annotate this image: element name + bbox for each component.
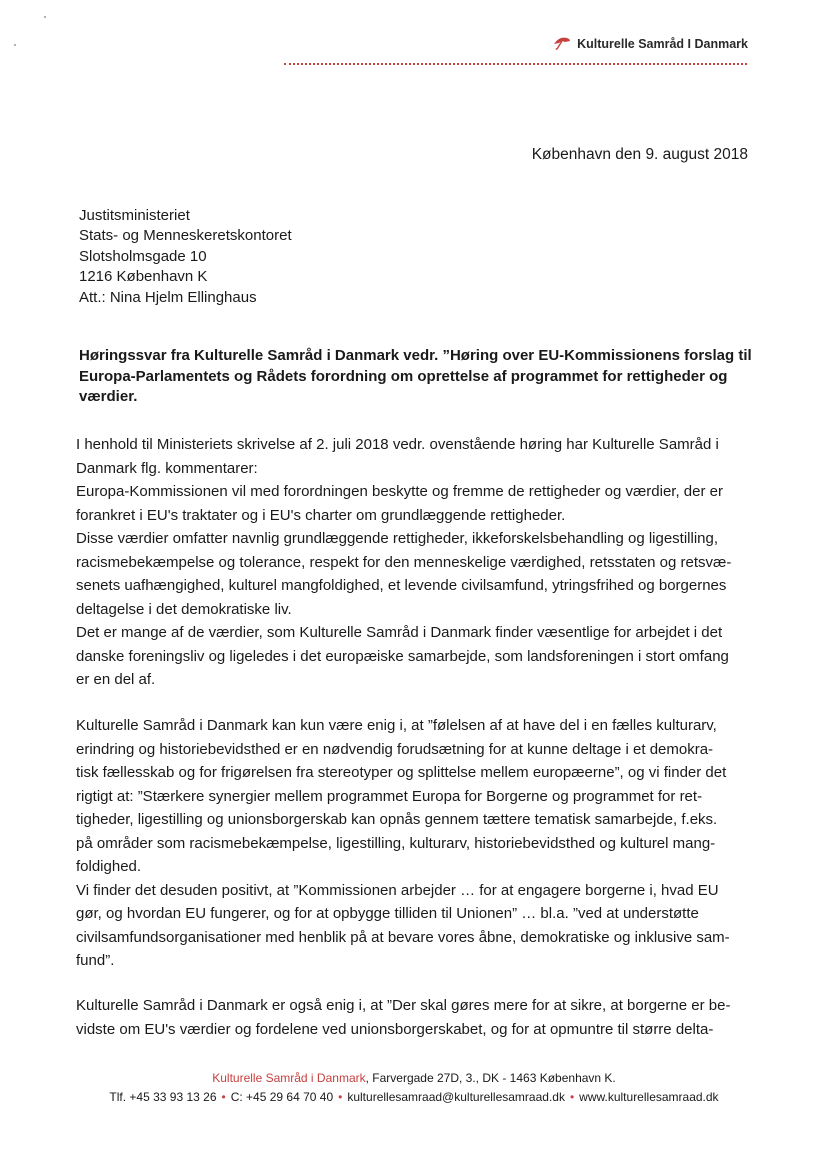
footer-address-line [0,1071,828,1085]
body-line: fund”. [76,952,115,969]
body-paragraph-3 [76,994,766,1041]
body-line: tisk fællesskab og for frigørelsen fra stereotyper og splittelse mellem europæerne”, og vi finder det [76,764,727,781]
subject-heading [79,346,759,408]
body-line: danske foreningsliv og ligeledes i det europæiske samarbejde, som landsforeningen i stort omfang [76,647,729,665]
footer-mobile: C: +45 29 64 70 40 [230,1090,334,1104]
footer-email[interactable]: kulturellesamraad@kulturellesamraad.dk [347,1090,565,1104]
subject-line: Høringssvar fra Kulturelle Samråd i Danmark vedr. ”Høring over EU-Kommissionens forslag til [79,347,752,364]
footer-address: , Farvergade 27D, 3., DK - 1463 København K. [365,1071,616,1085]
footer-org-name: Kulturelle Samråd i Danmark [212,1071,366,1085]
body-line: Europa-Kommissionen vil med forordningen beskytte og fremme de rettigheder og værdier, der er [76,483,723,500]
header-divider [284,63,747,65]
body-line: er en del af. [76,671,156,688]
body-line: I henhold til Ministeriets skrivelse af 2. juli 2018 vedr. ovenstående høring har Kulturelle Samråd i [76,436,719,453]
footer-contact-line [0,1090,828,1104]
footer-separator: • [338,1090,343,1104]
body-line: civilsamfundsorganisationer med henblik på at bevare vores åbne, demokratiske og inklusive sam- [76,928,730,946]
subject-line: værdier. [79,388,138,406]
body-line: Det er mange af de værdier, som Kulturelle Samråd i Danmark finder væsentlige for arbejdet i det [76,624,723,641]
footer-separator: • [569,1090,575,1104]
body-line: på områder som racismebekæmpelse, ligestilling, kulturarv, historiebevidsthed og kulturel mang- [76,834,716,852]
body-line: rigtigt at: ”Stærkere synergier mellem programmet Europa for Borgerne og programmet for ret- [76,787,703,805]
body-line: Vi finder det desuden positivt, at ”Kommissionen arbejder … for at engagere borgerne i, hvad EU [76,881,719,899]
body-line: forankret i EU's traktater og i EU's charter om grundlæggende rettigheder. [76,506,566,524]
body-line: erindring og historiebevidsthed er en nødvendig forudsætning for at kunne deltage i et demokra- [76,740,714,758]
logo-text: Kulturelle Samråd I Danmark [577,37,748,51]
body-line: racismebekæmpelse og tolerance, respekt for den menneskelige værdighed, retsstaten og retsvæ- [76,553,732,571]
body-line: vidste om EU's værdier og fordelene ved unionsborgerskabet, og for at opmuntre til større delta- [76,1020,714,1038]
address-line: Att.: Nina Hjelm Ellinghaus [79,288,257,306]
body-line: foldighed. [76,858,142,875]
scan-speck [44,16,46,18]
body-line: Kulturelle Samråd i Danmark er også enig i, at ”Der skal gøres mere for at sikre, at borgerne er be- [76,997,731,1014]
address-line: Justitsministeriet [79,207,190,224]
body-line: tigheder, ligestilling og unionsborgerskab kan opnås gennem tættere tematisk samarbejde, f.eks. [76,811,718,828]
body-paragraph-1 [76,433,766,692]
logo-umbrella-icon [553,36,571,50]
body-paragraph-2 [76,714,766,973]
body-line: Kulturelle Samråd i Danmark kan kun være enig i, at ”følelsen af at have del i en fælles kulturarv, [76,717,717,734]
footer-website[interactable]: www.kulturellesamraad.dk [579,1090,719,1104]
body-line: Disse værdier omfatter navnlig grundlæggende rettigheder, ikkeforskelsbehandling og ligestilling, [76,530,719,547]
body-line: senets uafhængighed, kulturel mangfoldighed, et levende civilsamfund, ytringsfrihed og borgernes [76,577,727,594]
letterhead-logo [0,36,748,51]
footer-separator: • [221,1090,226,1104]
body-line: gør, og hvordan EU fungerer, og for at opbygge tilliden til Unionen” … bl.a. ”ved at understøtte [76,905,699,922]
footer-phone: Tlf. +45 33 93 13 26 [109,1090,217,1104]
body-line: Danmark flg. kommentarer: [76,459,258,477]
date-line: København den 9. august 2018 [531,146,748,163]
address-line: Stats- og Menneskeretskontoret [79,227,292,245]
subject-line: Europa-Parlamentets og Rådets forordning om oprettelse af programmet for rettigheder og [79,367,728,385]
recipient-address [79,206,292,308]
address-line: 1216 København K [79,268,208,286]
address-line: Slotsholmsgade 10 [79,247,207,265]
body-line: deltagelse i det demokratiske liv. [76,600,292,618]
